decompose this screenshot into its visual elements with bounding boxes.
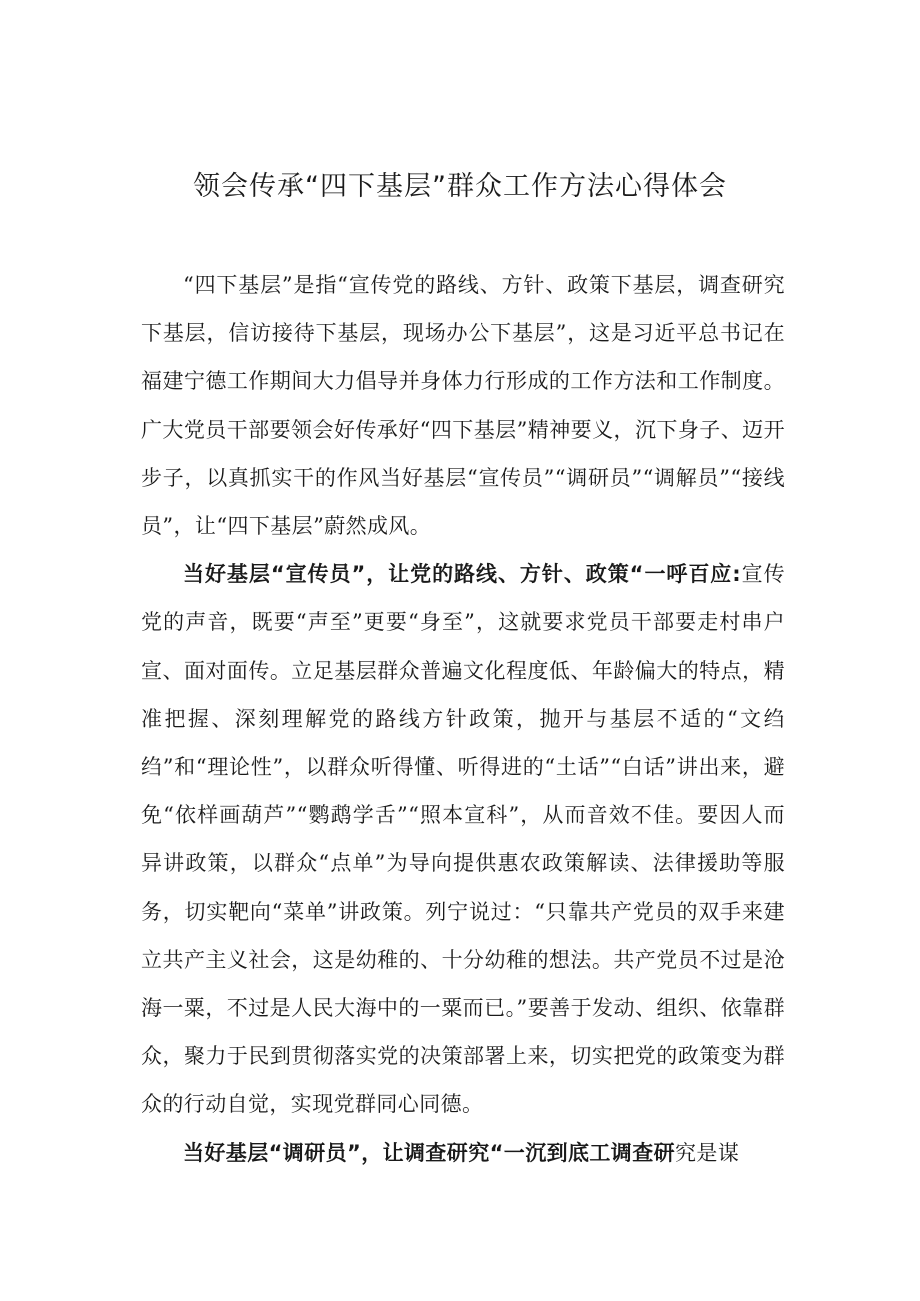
paragraph-heading: 当好基层“宣传员”，让党的路线、方针、政策“一呼百应: <box>183 562 742 587</box>
paragraph-text: 究是谋 <box>675 1140 740 1165</box>
paragraph-heading: 当好基层“调研员”，让调查研究“一沉到底工调查研 <box>183 1140 676 1165</box>
paragraph-propagandist <box>141 550 785 1128</box>
paragraph-researcher <box>141 1129 785 1177</box>
paragraph-text: 宣传党的声音，既要“声至”更要“身至”，这就要求党员干部要走村串户宣、面对面传。立足基层群众普遍文化程度低、年龄偏大的特点，精准把握、深刻理解党的路线方针政策，抛开与基层不适的“文绉绉”和“理论性”，以群众听得懂、听得进的“土话”“白话”讲出来，避免“依样画葫芦”“鹦鹉学舌”“照本宣科”，从而音效不佳。要因人而异讲政策，以群众“点单”为导向提供惠农政策解读、法律援助等服务，切实靶向“菜单”讲政策。列宁说过：“只靠共产党员的双手来建立共产主义社会，这是幼稚的、十分幼稚的想法。共产党员不过是沧海一粟，不过是人民大海中的一粟而已。”要善于发动、组织、依靠群众，聚力于民到贯彻落实党的决策部署上来，切实把党的政策变为群众的行动自觉，实现党群同心同德。 <box>141 562 785 1117</box>
document-body <box>141 261 785 1177</box>
paragraph-text: “四下基层”是指“宣传党的路线、方针、政策下基层，调查研究下基层，信访接待下基层，现场办公下基层”，这是习近平总书记在福建宁德工作期间大力倡导并身体力行形成的工作方法和工作制度。广大党员干部要领会好传承好“四下基层”精神要义，沉下身子、迈开步子，以真抓实干的作风当好基层“宣传员”“调研员”“调解员”“接线员”，让“四下基层”蔚然成风。 <box>141 273 785 539</box>
document-title: 领会传承“四下基层”群众工作方法心得体会 <box>193 171 727 202</box>
paragraph-intro <box>141 261 785 550</box>
